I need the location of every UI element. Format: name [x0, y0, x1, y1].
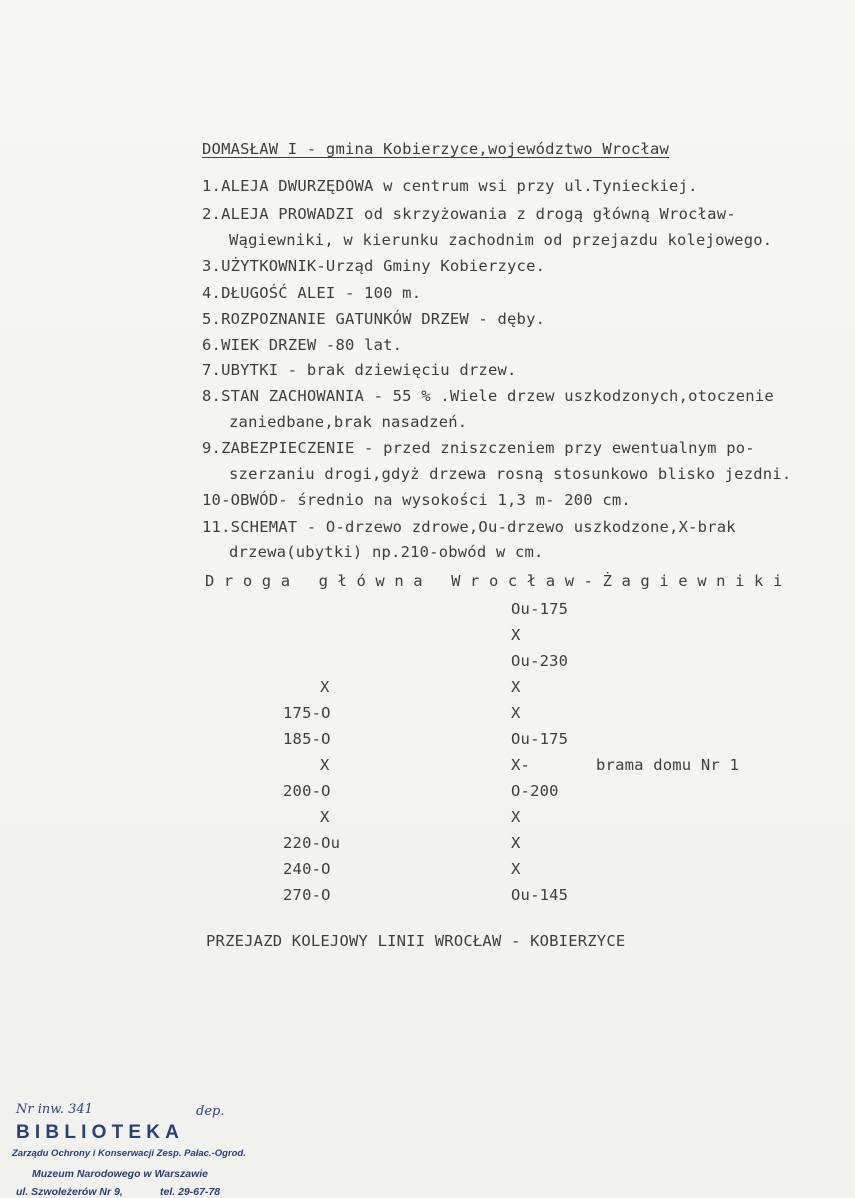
schema-left-1: X	[320, 678, 330, 696]
schema-right-2: X	[511, 626, 521, 644]
stamp-line-1: Zarządu Ochrony i Konserwacji Zesp. Pałac.-Ogrod.	[12, 1148, 246, 1159]
schema-right-3: Ou-230	[511, 652, 569, 670]
list-item-11: 11.SCHEMAT - O-drzewo zdrowe,Ou-drzewo uszkodzone,X-brak	[202, 518, 736, 536]
schema-left-6: X	[320, 808, 330, 826]
stamp-phone: tel. 29-67-78	[160, 1186, 221, 1198]
stamp-dep: dep.	[196, 1104, 225, 1119]
schema-left-2: 175-O	[283, 704, 331, 722]
road-label: Droga główna Wrocław-Żagiewniki	[205, 572, 792, 590]
schema-right-4: X	[511, 678, 521, 696]
schema-right-6: Ou-175	[511, 730, 569, 748]
stamp-line-3: ul. Szwoleżerów Nr 9,	[16, 1186, 123, 1198]
stamp-title: BIBLIOTEKA	[16, 1122, 185, 1143]
list-item-1: 1.ALEJA DWURZĘDOWA w centrum wsi przy ul.Tynieckiej.	[202, 177, 698, 195]
schema-left-7: 220-Ou	[283, 834, 341, 852]
list-item-11-cont: drzewa(ubytki) np.210-obwód w cm.	[229, 543, 544, 561]
schema-left-3: 185-O	[283, 730, 331, 748]
list-item-9: 9.ZABEZPIECZENIE - przed zniszczeniem przy ewentualnym po-	[202, 439, 755, 457]
schema-right-12: Ou-145	[511, 886, 569, 904]
footer-label: PRZEJAZD KOLEJOWY LINII WROCŁAW - KOBIERZYCE	[206, 932, 626, 950]
schema-left-9: 270-O	[283, 886, 331, 904]
stamp-inventory-number: Nr inw. 341	[16, 1102, 93, 1117]
schema-right-7: X-	[511, 756, 531, 774]
list-item-10: 10-OBWÓD- średnio na wysokości 1,3 m- 200 cm.	[202, 491, 631, 509]
schema-left-8: 240-O	[283, 860, 331, 878]
list-item-3: 3.UŻYTKOWNIK-Urząd Gminy Kobierzyce.	[202, 257, 546, 275]
list-item-8-cont: zaniedbane,brak nasadzeń.	[229, 413, 468, 431]
stamp-line-2: Muzeum Narodowego w Warszawie	[32, 1168, 209, 1180]
schema-right-5: X	[511, 704, 521, 722]
list-item-9-cont: szerzaniu drogi,gdyż drzewa rosną stosunkowo blisko jezdni.	[229, 465, 792, 483]
schema-left-5: 200-O	[283, 782, 331, 800]
list-item-8: 8.STAN ZACHOWANIA - 55 % .Wiele drzew uszkodzonych,otoczenie	[202, 387, 774, 405]
schema-right-11: X	[511, 860, 521, 878]
list-item-7: 7.UBYTKI - brak dziewięciu drzew.	[202, 361, 517, 379]
gate-note: brama domu Nr 1	[596, 756, 739, 774]
list-item-2: 2.ALEJA PROWADZI od skrzyżowania z drogą główną Wrocław-	[202, 205, 736, 223]
schema-right-8: O-200	[511, 782, 559, 800]
schema-right-9: X	[511, 808, 521, 826]
list-item-6: 6.WIEK DRZEW -80 lat.	[202, 336, 403, 354]
list-item-5: 5.ROZPOZNANIE GATUNKÓW DRZEW - dęby.	[202, 310, 546, 328]
schema-right-1: Ou-175	[511, 600, 569, 618]
document-title: DOMASŁAW I - gmina Kobierzyce,województwo Wrocław	[202, 140, 670, 158]
list-item-4: 4.DŁUGOŚĆ ALEI - 100 m.	[202, 284, 422, 302]
schema-left-4: X	[320, 756, 330, 774]
list-item-2-cont: Wągiewniki, w kierunku zachodnim od przejazdu kolejowego.	[229, 231, 773, 249]
schema-right-10: X	[511, 834, 521, 852]
